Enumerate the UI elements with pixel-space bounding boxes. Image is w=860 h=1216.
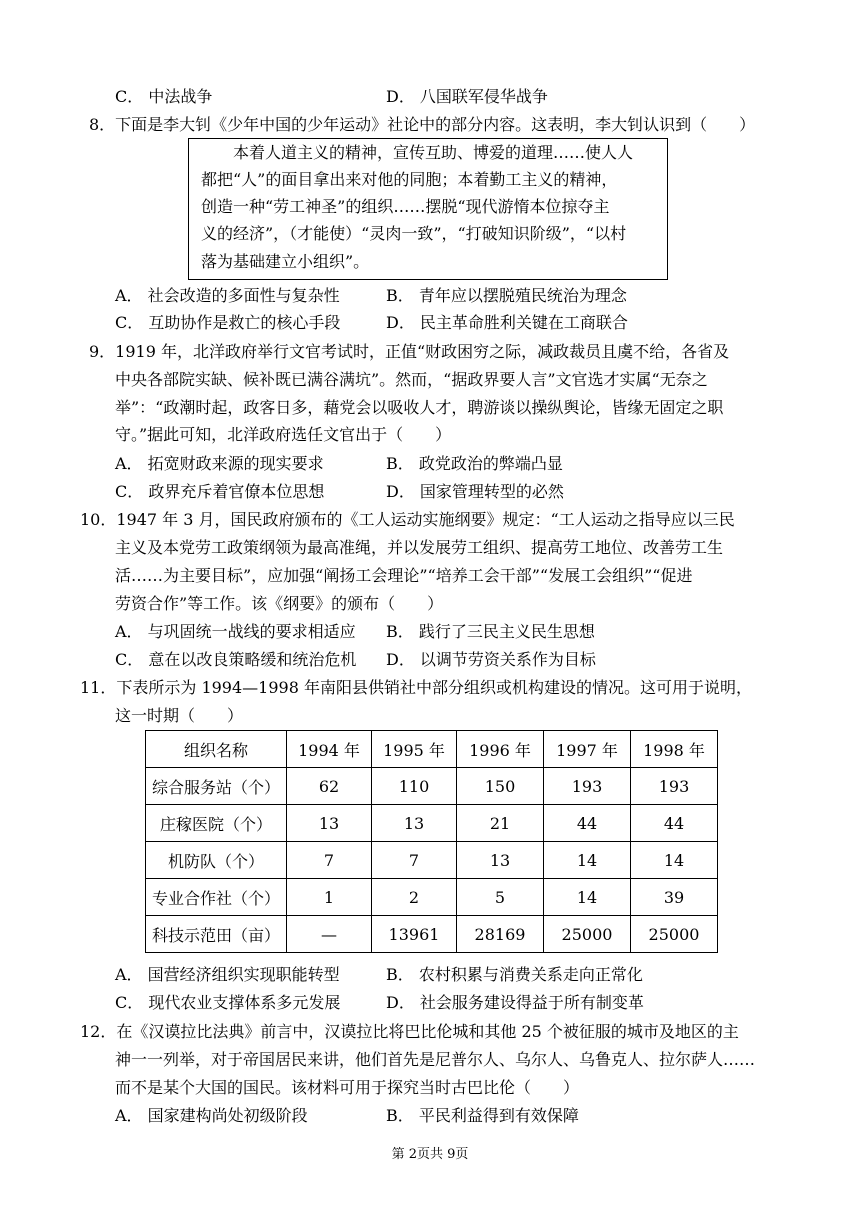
table-cell: 150: [457, 768, 544, 805]
q8-option-c: C． 互助协作是救亡的核心手段: [115, 313, 341, 332]
q9-option-c: C． 政界充斥着官僚本位思想: [115, 482, 325, 501]
q11-stem-line: 11．下表所示为 1994—1998 年南阳县供销社中部分组织或机构建设的情况。这可用于说明，: [80, 678, 752, 697]
q11-stem-line: 这一时期（ ）: [115, 706, 244, 725]
q8-quote-line: 义的经济”，（才能使）“灵肉一致”，“打破知识阶级”，“以村: [201, 224, 627, 243]
table-cell: 专业合作社（个）: [146, 879, 287, 916]
q8-quote-box: [188, 138, 668, 280]
q8-stem: 8．下面是李大钊《少年中国的少年运动》社论中的部分内容。这表明，李大钊认识到（ ）: [89, 115, 756, 134]
q9-option-b: B． 政党政治的弊端凸显: [386, 454, 563, 473]
table-row: [146, 768, 718, 805]
table-cell: 110: [372, 768, 457, 805]
table-cell: 62: [287, 768, 372, 805]
data-table: [145, 730, 718, 953]
q9-option-d: D． 国家管理转型的必然: [386, 482, 564, 501]
q8-option-d: D． 民主革命胜利关键在工商联合: [386, 313, 628, 332]
table-cell: 14: [544, 879, 631, 916]
table-cell: 13: [372, 805, 457, 842]
table-cell: 13: [457, 842, 544, 879]
q11-option-b: B． 农村积累与消费关系走向正常化: [386, 965, 643, 984]
table-header-cell: 1995 年: [372, 731, 457, 768]
table-row: [146, 916, 718, 953]
table-cell: 7: [372, 842, 457, 879]
table-cell: 14: [544, 842, 631, 879]
table-cell: 1: [287, 879, 372, 916]
q8-quote-line: 本着人道主义的精神，宣传互助、博爱的道理……使人人: [233, 143, 634, 162]
table-header-cell: 1998 年: [631, 731, 718, 768]
table-row: [146, 842, 718, 879]
q12-stem-line: 神一一列举，对于帝国居民来讲，他们首先是尼普尔人、乌尔人、乌鲁克人、拉尔萨人……: [115, 1050, 756, 1069]
table-row: [146, 805, 718, 842]
q11-option-d: D． 社会服务建设得益于所有制变革: [386, 993, 644, 1012]
q7-option-c: C． 中法战争: [115, 87, 213, 106]
q8-quote-line: 落为基础建立小组织”。: [201, 252, 370, 271]
q10-stem-line: 主义及本党劳工政策纲领为最高准绳，并以发展劳工组织、提高劳工地位、改善劳工生: [115, 538, 724, 557]
q9-option-a: A． 拓宽财政来源的现实要求: [115, 454, 324, 473]
q11-option-a: A． 国营经济组织实现职能转型: [115, 965, 340, 984]
q10-stem-line: 10．1947 年 3 月，国民政府颁布的《工人运动实施纲要》规定：“工人运动之指导应以三民: [80, 510, 735, 529]
q11-option-c: C． 现代农业支撑体系多元发展: [115, 993, 341, 1012]
q9-stem-line: 9．1919 年，北洋政府举行文官考试时，正值“财政困穷之际，减政裁员且虞不给，各省及: [89, 342, 730, 361]
q10-stem-line: 活……为主要目标”，应加强“阐扬工会理论”“培养工会干部”“发展工会组织”“促进: [115, 566, 693, 585]
table-cell: 科技示范田（亩）: [146, 916, 287, 953]
q9-stem-line: 中央各部院实缺、候补既已满谷满坑”。然而，“据政界要人言”文官选才实属“无奈之: [115, 370, 708, 389]
q9-stem-line: 守。”据此可知，北洋政府选任文官出于（ ）: [115, 425, 452, 444]
q10-stem-line: 劳资合作”等工作。该《纲要》的颁布（ ）: [115, 594, 444, 613]
table-cell: 2: [372, 879, 457, 916]
table-header-cell: 1997 年: [544, 731, 631, 768]
table-cell: 机防队（个）: [146, 842, 287, 879]
table-cell: 14: [631, 842, 718, 879]
table-header-row: [146, 731, 718, 768]
table-cell: —: [287, 916, 372, 953]
table-cell: 44: [631, 805, 718, 842]
q10-option-c: C． 意在以改良策略缓和统治危机: [115, 650, 357, 669]
table-cell: 25000: [631, 916, 718, 953]
table-cell: 庄稼医院（个）: [146, 805, 287, 842]
table-cell: 25000: [544, 916, 631, 953]
q9-stem-line: 举”：“政潮时起，政客日多，藉党会以吸收人才，聘游谈以操纵舆论，皆缘无固定之职: [115, 398, 724, 417]
table-cell: 193: [544, 768, 631, 805]
table-row: [146, 879, 718, 916]
q8-option-a: A． 社会改造的多面性与复杂性: [115, 286, 340, 305]
q8-quote-line: 创造一种“劳工神圣”的组织……摆脱“现代游惰本位掠夺主: [201, 197, 610, 216]
q12-option-b: B． 平民利益得到有效保障: [386, 1106, 579, 1125]
q12-stem-line: 而不是某个大国的国民。该材料可用于探究当时古巴比伦（ ）: [115, 1078, 580, 1097]
table-cell: 7: [287, 842, 372, 879]
q7-option-d: D． 八国联军侵华战争: [386, 87, 548, 106]
q10-option-a: A． 与巩固统一战线的要求相适应: [115, 622, 356, 641]
table-cell: 21: [457, 805, 544, 842]
table-cell: 193: [631, 768, 718, 805]
table-cell: 5: [457, 879, 544, 916]
table-header-cell: 组织名称: [146, 731, 287, 768]
table-cell: 13: [287, 805, 372, 842]
table-header-cell: 1994 年: [287, 731, 372, 768]
table-header-cell: 1996 年: [457, 731, 544, 768]
q8-option-b: B． 青年应以摆脱殖民统治为理念: [386, 286, 627, 305]
q10-option-d: D． 以调节劳资关系作为目标: [386, 650, 596, 669]
table-cell: 28169: [457, 916, 544, 953]
q10-option-b: B． 践行了三民主义民生思想: [386, 622, 595, 641]
table-cell: 44: [544, 805, 631, 842]
page-footer: 第 2页共 9页: [391, 1147, 469, 1162]
q12-stem-line: 12．在《汉谟拉比法典》前言中，汉谟拉比将巴比伦城和其他 25 个被征服的城市及地区的主: [80, 1022, 739, 1041]
q12-option-a: A． 国家建构尚处初级阶段: [115, 1106, 308, 1125]
table-cell: 综合服务站（个）: [146, 768, 287, 805]
table-cell: 39: [631, 879, 718, 916]
table-cell: 13961: [372, 916, 457, 953]
q8-quote-line: 都把“人”的面目拿出来对他的同胞；本着勤工主义的精神，: [201, 170, 618, 189]
